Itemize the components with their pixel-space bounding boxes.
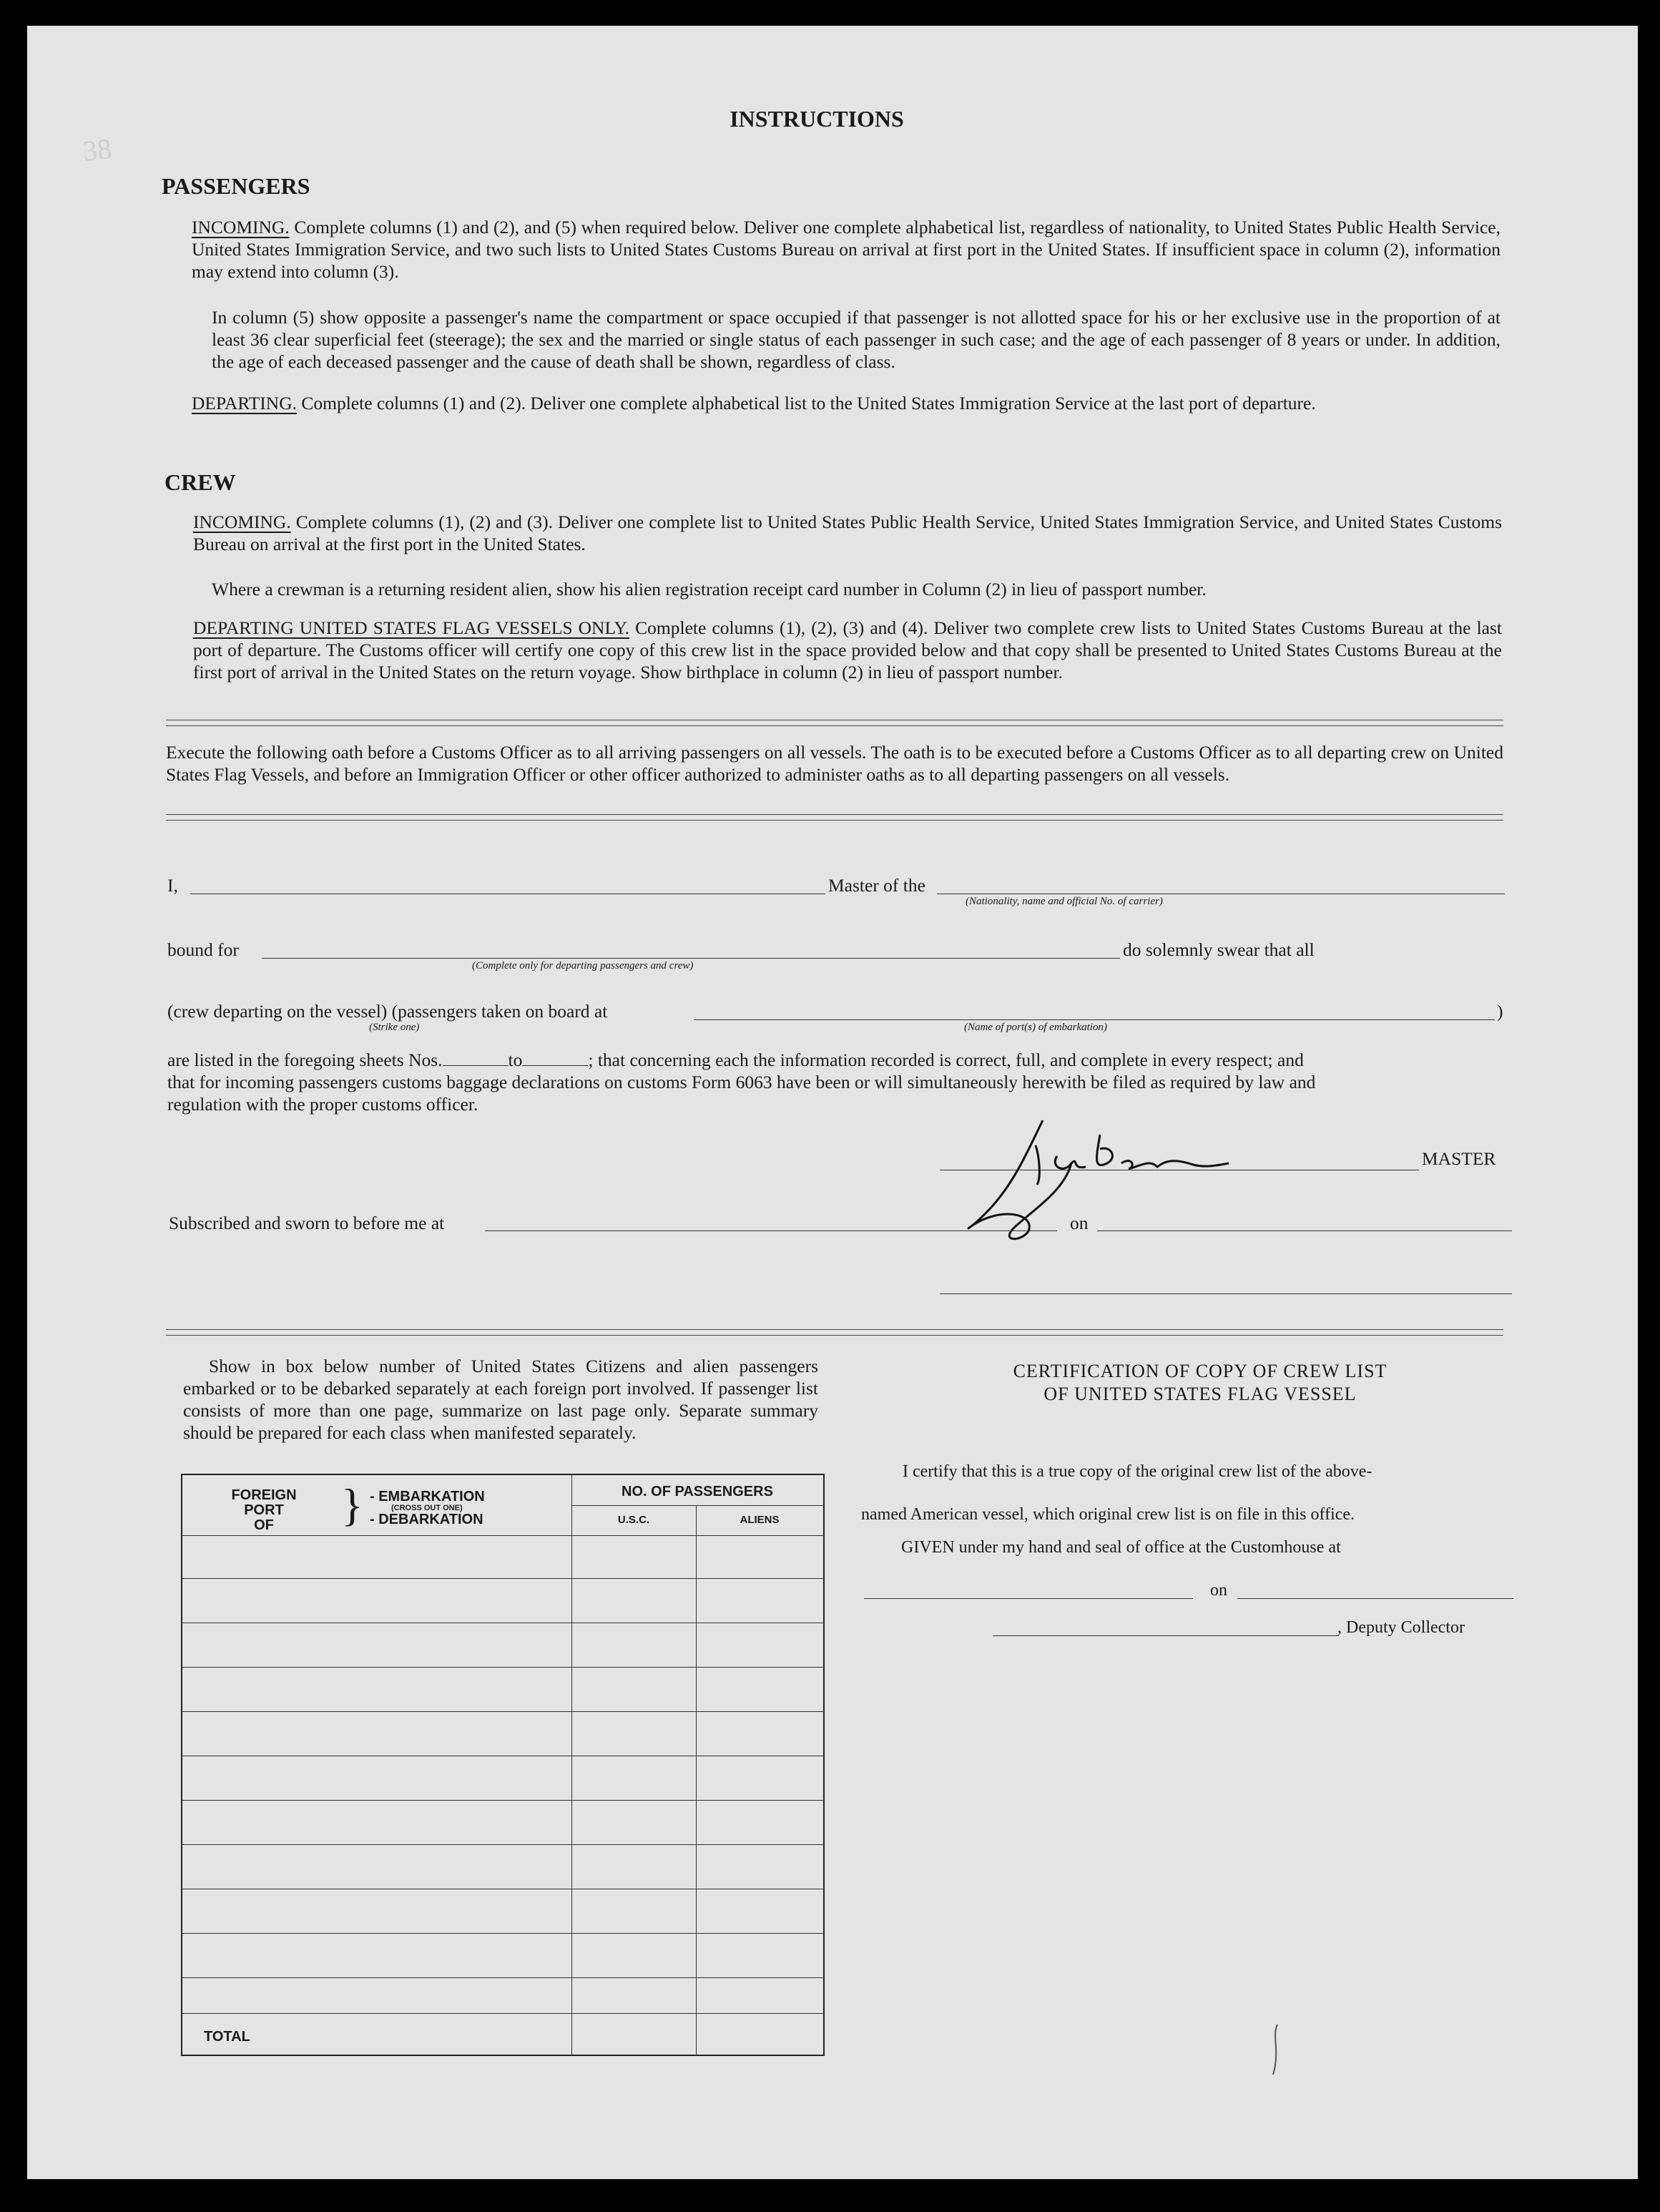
crew-departing-label: DEPARTING UNITED STATES FLAG VESSELS ONLY.: [193, 617, 630, 638]
oath-bound-for: bound for: [167, 939, 239, 960]
sheet-from-field[interactable]: [443, 1051, 509, 1066]
oath-instruction-paragraph: Execute the following oath before a Customs Officer as to all arriving passengers on all vessels. The oath is to be executed before a Customs Officer as to all departing crew on United States Flag Vessels, and before an Immigration Officer or other officer authorized to administer oaths as to all departing passengers on all vessels.: [166, 742, 1503, 785]
passengers-incoming-paragraph: [192, 216, 1501, 283]
table-col-divider-1: [571, 1475, 572, 2055]
bound-for-field[interactable]: [262, 958, 1120, 959]
table-row[interactable]: [182, 1800, 823, 1801]
header-embarkation: - EMBARKATION: [370, 1489, 485, 1504]
table-row[interactable]: [182, 1711, 823, 1712]
sworn-on-label: on: [1070, 1213, 1089, 1233]
oath-i-label: I,: [167, 875, 178, 896]
sworn-place-field[interactable]: [485, 1230, 1057, 1231]
pencil-mark: [1264, 2022, 1286, 2079]
table-row[interactable]: [182, 1667, 823, 1668]
crew-departing-paragraph: [193, 617, 1502, 683]
passengers-departing-label: DEPARTING.: [192, 393, 297, 413]
crew-heading: CREW: [164, 469, 236, 495]
header-of: OF: [254, 1517, 274, 1533]
page-title: INSTRUCTIONS: [730, 106, 904, 132]
table-row[interactable]: [182, 1578, 823, 1579]
master-signature: [957, 1106, 1372, 1249]
passengers-heading: PASSENGERS: [162, 173, 310, 199]
passengers-departing-text: Complete columns (1) and (2). Deliver one complete alphabetical list to the United States Immigration Service at the last port of departure.: [301, 393, 1316, 413]
header-usc: U.S.C.: [617, 1514, 650, 1526]
deputy-collector-label: , Deputy Collector: [1337, 1618, 1465, 1637]
passenger-summary-table: [181, 1474, 825, 2056]
certification-title-1: CERTIFICATION OF COPY OF CREW LIST: [1013, 1361, 1388, 1381]
certification-on-label: on: [1210, 1581, 1227, 1600]
table-header-foreign: [214, 1488, 314, 1533]
oath-listed-correct-text: ; that concerning each the information recorded is correct, full, and complete in every respect; and: [588, 1049, 1304, 1070]
table-header-brace: }: [341, 1479, 363, 1530]
certification-title-2: OF UNITED STATES FLAG VESSEL: [1043, 1384, 1357, 1404]
certification-date-field[interactable]: [1237, 1598, 1513, 1599]
table-row[interactable]: [182, 1844, 823, 1845]
form-page: [27, 26, 1638, 2179]
sworn-date-field[interactable]: [1097, 1230, 1512, 1231]
table-col-divider-2: [696, 1505, 697, 2055]
table-row[interactable]: [182, 1933, 823, 1934]
oath-crew-departing: (crew departing on the vessel) (passengers taken on board at: [167, 1001, 608, 1022]
crew-incoming-label: INCOMING.: [193, 512, 291, 532]
certification-line-1: I certify that this is a true copy of the original crew list of the above-: [903, 1462, 1372, 1481]
subscribed-sworn-text: Subscribed and sworn to before me at: [169, 1213, 445, 1233]
margin-page-number: 38: [81, 132, 114, 167]
oath-master-of-the: Master of the: [828, 875, 925, 896]
crew-resident-paragraph: Where a crewman is a returning resident alien, show his alien registration receipt card number in Column (2) in lieu of passport number.: [212, 579, 1207, 600]
summary-instructions: Show in box below number of United States Citizens and alien passengers embarked or to be debarked separately at each foreign port involved. If passenger list consists of more than one page, summarize on last page only. Separate summary should be prepared for each class when manifested separately.: [183, 1356, 818, 1443]
oath-close-paren: ): [1497, 1001, 1503, 1022]
passengers-departing-paragraph: [192, 392, 1501, 414]
bound-for-caption: (Complete only for departing passengers and crew): [472, 960, 694, 972]
oath-solemnly-swear: do solemnly swear that all: [1123, 939, 1315, 960]
table-total-label: TOTAL: [204, 2029, 250, 2045]
header-no-of-passengers: NO. OF PASSENGERS: [622, 1484, 773, 1499]
oath-listed-to-text: to: [508, 1049, 523, 1070]
header-foreign: FOREIGN: [231, 1487, 297, 1503]
header-cross-out: (CROSS OUT ONE): [391, 1504, 463, 1512]
oath-listed-line-3: regulation with the proper customs officer.: [167, 1094, 478, 1115]
section-divider-1: [166, 720, 1503, 726]
table-subheader-line: [571, 1505, 823, 1506]
officer-signature-field[interactable]: [940, 1293, 1512, 1294]
sheet-to-field[interactable]: [522, 1051, 588, 1066]
oath-listed-sheets-text: are listed in the foregoing sheets Nos.: [167, 1049, 443, 1070]
strike-one-caption: (Strike one): [369, 1022, 420, 1033]
passengers-incoming-label: INCOMING.: [192, 217, 290, 238]
section-divider-3: [166, 1329, 1503, 1336]
table-row-total-top: [182, 2013, 823, 2014]
carrier-caption: (Nationality, name and official No. of carrier): [966, 896, 1163, 907]
oath-listed-line-2: that for incoming passengers customs baggage declarations on customs Form 6063 have been or will simultaneously herewith be filed as required by law and: [167, 1072, 1316, 1092]
master-title: MASTER: [1422, 1148, 1496, 1169]
crew-departing-text: Complete columns (1), (2), (3) and (4). Deliver two complete crew lists to United States Customs Bureau at the last port of departure. The Customs officer will certify one copy of this crew list in the space provided below and that copy shall be presented to United States Customs Bureau at the first port of arrival in the United States on the return voyage. Show birthplace in column (2) in lieu of passport number.: [193, 617, 1503, 682]
crew-incoming-text: Complete columns (1), (2) and (3). Deliver one complete list to United States Public Health Service, United States Immigration Service, and United States Customs Bureau on arrival at the first port in the United States.: [193, 512, 1503, 554]
table-row[interactable]: [182, 1977, 823, 1978]
customhouse-field[interactable]: [864, 1598, 1193, 1599]
header-port: PORT: [244, 1502, 284, 1518]
crew-incoming-paragraph: [193, 511, 1502, 555]
ports-caption: (Name of port(s) of embarkation): [964, 1022, 1107, 1033]
passengers-incoming-text: Complete columns (1) and (2), and (5) when required below. Deliver one complete alphabetical list, regardless of nationality, to United States Public Health Service, United States Immigration Service, and two such lists to United States Customs Bureau on arrival at first port in the United States. If insufficient space in column (2), information may extend into column (3).: [192, 217, 1501, 282]
passengers-column5-paragraph: In column (5) show opposite a passenger's name the compartment or space occupied if that passenger is not allotted space for his or her exclusive use in the proportion of at least 36 clear superficial feet (steerage); the sex and the married or single status of each passenger in such case; and the age of each passenger of 8 years or under. In addition, the age of each deceased passenger and the cause of death shall be shown, regardless of class.: [212, 307, 1501, 372]
header-aliens: ALIENS: [740, 1514, 780, 1526]
table-header-embark: [370, 1489, 485, 1527]
certification-line-2: named American vessel, which original crew list is on file in this office.: [861, 1505, 1355, 1524]
table-header-bottom: [182, 1535, 823, 1536]
oath-listed-line-1: [167, 1049, 1505, 1071]
header-debarkation: - DEBARKATION: [370, 1512, 483, 1527]
deputy-collector-field[interactable]: [993, 1635, 1339, 1636]
certification-line-3: GIVEN under my hand and seal of office at the Customhouse at: [901, 1538, 1341, 1557]
section-divider-2: [166, 814, 1503, 821]
ports-of-embarkation-field[interactable]: [694, 1019, 1495, 1020]
